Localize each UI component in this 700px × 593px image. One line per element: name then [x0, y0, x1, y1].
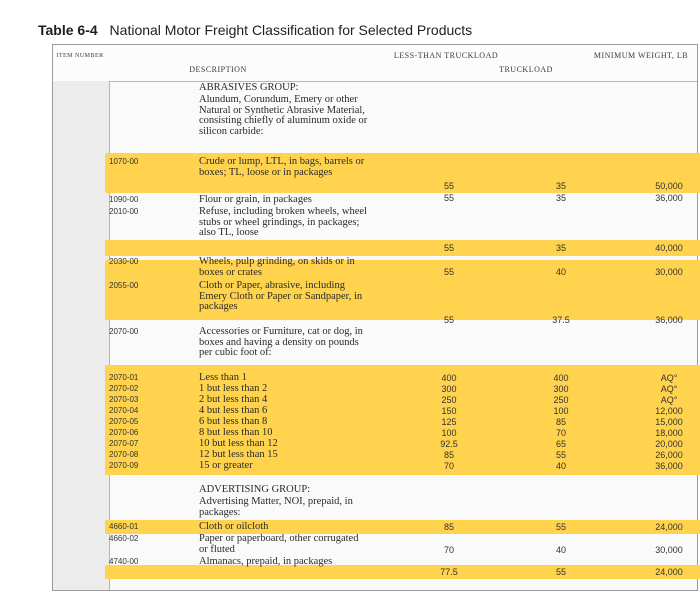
row-description: 10 but less than 12: [199, 438, 278, 449]
item-number: 2070-02: [109, 384, 139, 393]
item-number-column: [53, 81, 110, 590]
min-weight-value: 50,000: [655, 181, 683, 191]
tl-value: 40: [555, 461, 566, 471]
min-weight-value: 20,000: [655, 439, 683, 449]
tl-value: 65: [555, 439, 566, 449]
row-description: 1 but less than 2: [199, 383, 268, 394]
table-title-text: National Motor Freight Classification for Selected Products: [109, 22, 473, 38]
highlight-band: [105, 365, 700, 475]
abrasives-heading: ABRASIVES GROUP:: [199, 82, 299, 93]
tl-value: 37.5: [552, 315, 570, 325]
min-weight-value: 15,000: [655, 417, 683, 427]
min-weight-value: 24,000: [655, 522, 683, 532]
tl-value: 40: [555, 545, 566, 555]
row-description: 2 but less than 4: [199, 394, 268, 405]
ltl-value: 55: [443, 315, 454, 325]
header-minimum-weight: MINIMUM WEIGHT, LB: [593, 51, 689, 60]
row-description: Cloth or Paper, abrasive, including Emery Cloth or Paper or Sandpaper, in packages: [199, 280, 363, 312]
tl-value: 70: [555, 428, 566, 438]
ltl-value: 250: [441, 395, 457, 405]
min-weight-value: 24,000: [655, 567, 683, 577]
row-description: 6 but less than 8: [199, 416, 268, 427]
min-weight-value: 12,000: [655, 406, 683, 416]
tl-value: 35: [555, 193, 566, 203]
item-number: 2070-06: [109, 428, 139, 437]
min-weight-value: 18,000: [655, 428, 683, 438]
ltl-value: 55: [443, 181, 454, 191]
row-description: 15 or greater: [199, 460, 253, 471]
table-header: [53, 45, 697, 82]
tl-value: 100: [553, 406, 569, 416]
min-weight-value: AQ°: [660, 395, 678, 405]
item-number: 2070-08: [109, 450, 139, 459]
item-number: 1090-00: [109, 195, 139, 204]
tl-value: 55: [555, 567, 566, 577]
row-description: 4 but less than 6: [199, 405, 268, 416]
row-description: Refuse, including broken wheels, wheel stubs or wheel grindings, in packages; also TL, loose: [199, 206, 367, 238]
advertising-intro: Advertising Matter, NOI, prepaid, in packages:: [199, 496, 353, 518]
highlight-band: [105, 240, 700, 256]
min-weight-value: 36,000: [655, 315, 683, 325]
tl-value: 400: [553, 373, 569, 383]
row-description: Crude or lump, LTL, in bags, barrels or boxes; TL, loose or in packages: [199, 156, 365, 178]
abrasives-intro: Alundum, Corundum, Emery or other Natural or Synthetic Abrasive Material, consisting chiefly of aluminum oxide or silicon carbide:: [199, 94, 368, 137]
ltl-value: 85: [443, 450, 454, 460]
row-description: Flour or grain, in packages: [199, 194, 312, 205]
row-description: 8 but less than 10: [199, 427, 273, 438]
header-item-number: ITEM NUMBER: [56, 53, 104, 59]
accessories-intro: Accessories or Furniture, cat or dog, in boxes and having a density on pounds per cubic foot of:: [199, 326, 363, 358]
item-number: 2010-00: [109, 207, 139, 216]
tl-value: 35: [555, 181, 566, 191]
row-description: Paper or paperboard, other corrugated or fluted: [199, 533, 359, 555]
item-number: 2070-03: [109, 395, 139, 404]
header-ltl: LESS-THAN TRUCKLOAD: [393, 51, 499, 60]
item-number: 2070-07: [109, 439, 139, 448]
ltl-value: 70: [443, 461, 454, 471]
tl-value: 85: [555, 417, 566, 427]
item-number: 2070-00: [109, 327, 139, 336]
freight-classification-table: [52, 44, 698, 591]
tl-value: 300: [553, 384, 569, 394]
min-weight-value: AQ°: [660, 373, 678, 383]
item-number: 2055-00: [109, 281, 139, 290]
row-description: Almanacs, prepaid, in packages: [199, 556, 333, 567]
row-description: Wheels, pulp grinding, on skids or in boxes or crates: [199, 256, 355, 278]
header-description: DESCRIPTION: [189, 65, 247, 74]
item-number: 4660-01: [109, 522, 139, 531]
item-number: 2070-01: [109, 373, 139, 382]
tl-value: 35: [555, 243, 566, 253]
min-weight-value: 36,000: [655, 193, 683, 203]
table-number: Table 6-4: [38, 22, 98, 38]
row-description: Less than 1: [199, 372, 247, 383]
advertising-heading: ADVERTISING GROUP:: [199, 484, 311, 495]
ltl-value: 400: [441, 373, 457, 383]
table-title: [38, 22, 472, 38]
ltl-value: 300: [441, 384, 457, 394]
item-number: 2070-04: [109, 406, 139, 415]
ltl-value: 100: [441, 428, 457, 438]
item-number: 2070-05: [109, 417, 139, 426]
item-number: 2030-00: [109, 257, 139, 266]
header-tl: TRUCKLOAD: [499, 65, 553, 74]
tl-value: 55: [555, 522, 566, 532]
item-number: 4660-02: [109, 534, 139, 543]
min-weight-value: 26,000: [655, 450, 683, 460]
row-description: Cloth or oilcloth: [199, 521, 269, 532]
min-weight-value: 30,000: [655, 545, 683, 555]
ltl-value: 55: [443, 267, 454, 277]
min-weight-value: AQ°: [660, 384, 678, 394]
ltl-value: 55: [443, 193, 454, 203]
ltl-value: 55: [443, 243, 454, 253]
tl-value: 40: [555, 267, 566, 277]
min-weight-value: 40,000: [655, 243, 683, 253]
item-number: 1070-00: [109, 157, 139, 166]
ltl-value: 125: [441, 417, 457, 427]
min-weight-value: 36,000: [655, 461, 683, 471]
item-number: 4740-00: [109, 557, 139, 566]
ltl-value: 77.5: [440, 567, 458, 577]
highlight-band: [105, 520, 700, 534]
ltl-value: 85: [443, 522, 454, 532]
ltl-value: 92.5: [440, 439, 458, 449]
highlight-band: [105, 565, 700, 579]
ltl-value: 70: [443, 545, 454, 555]
highlight-band: [105, 153, 700, 193]
item-number: 2070-09: [109, 461, 139, 470]
highlight-band: [105, 260, 700, 320]
ltl-value: 150: [441, 406, 457, 416]
tl-value: 55: [555, 450, 566, 460]
min-weight-value: 30,000: [655, 267, 683, 277]
tl-value: 250: [553, 395, 569, 405]
row-description: 12 but less than 15: [199, 449, 278, 460]
